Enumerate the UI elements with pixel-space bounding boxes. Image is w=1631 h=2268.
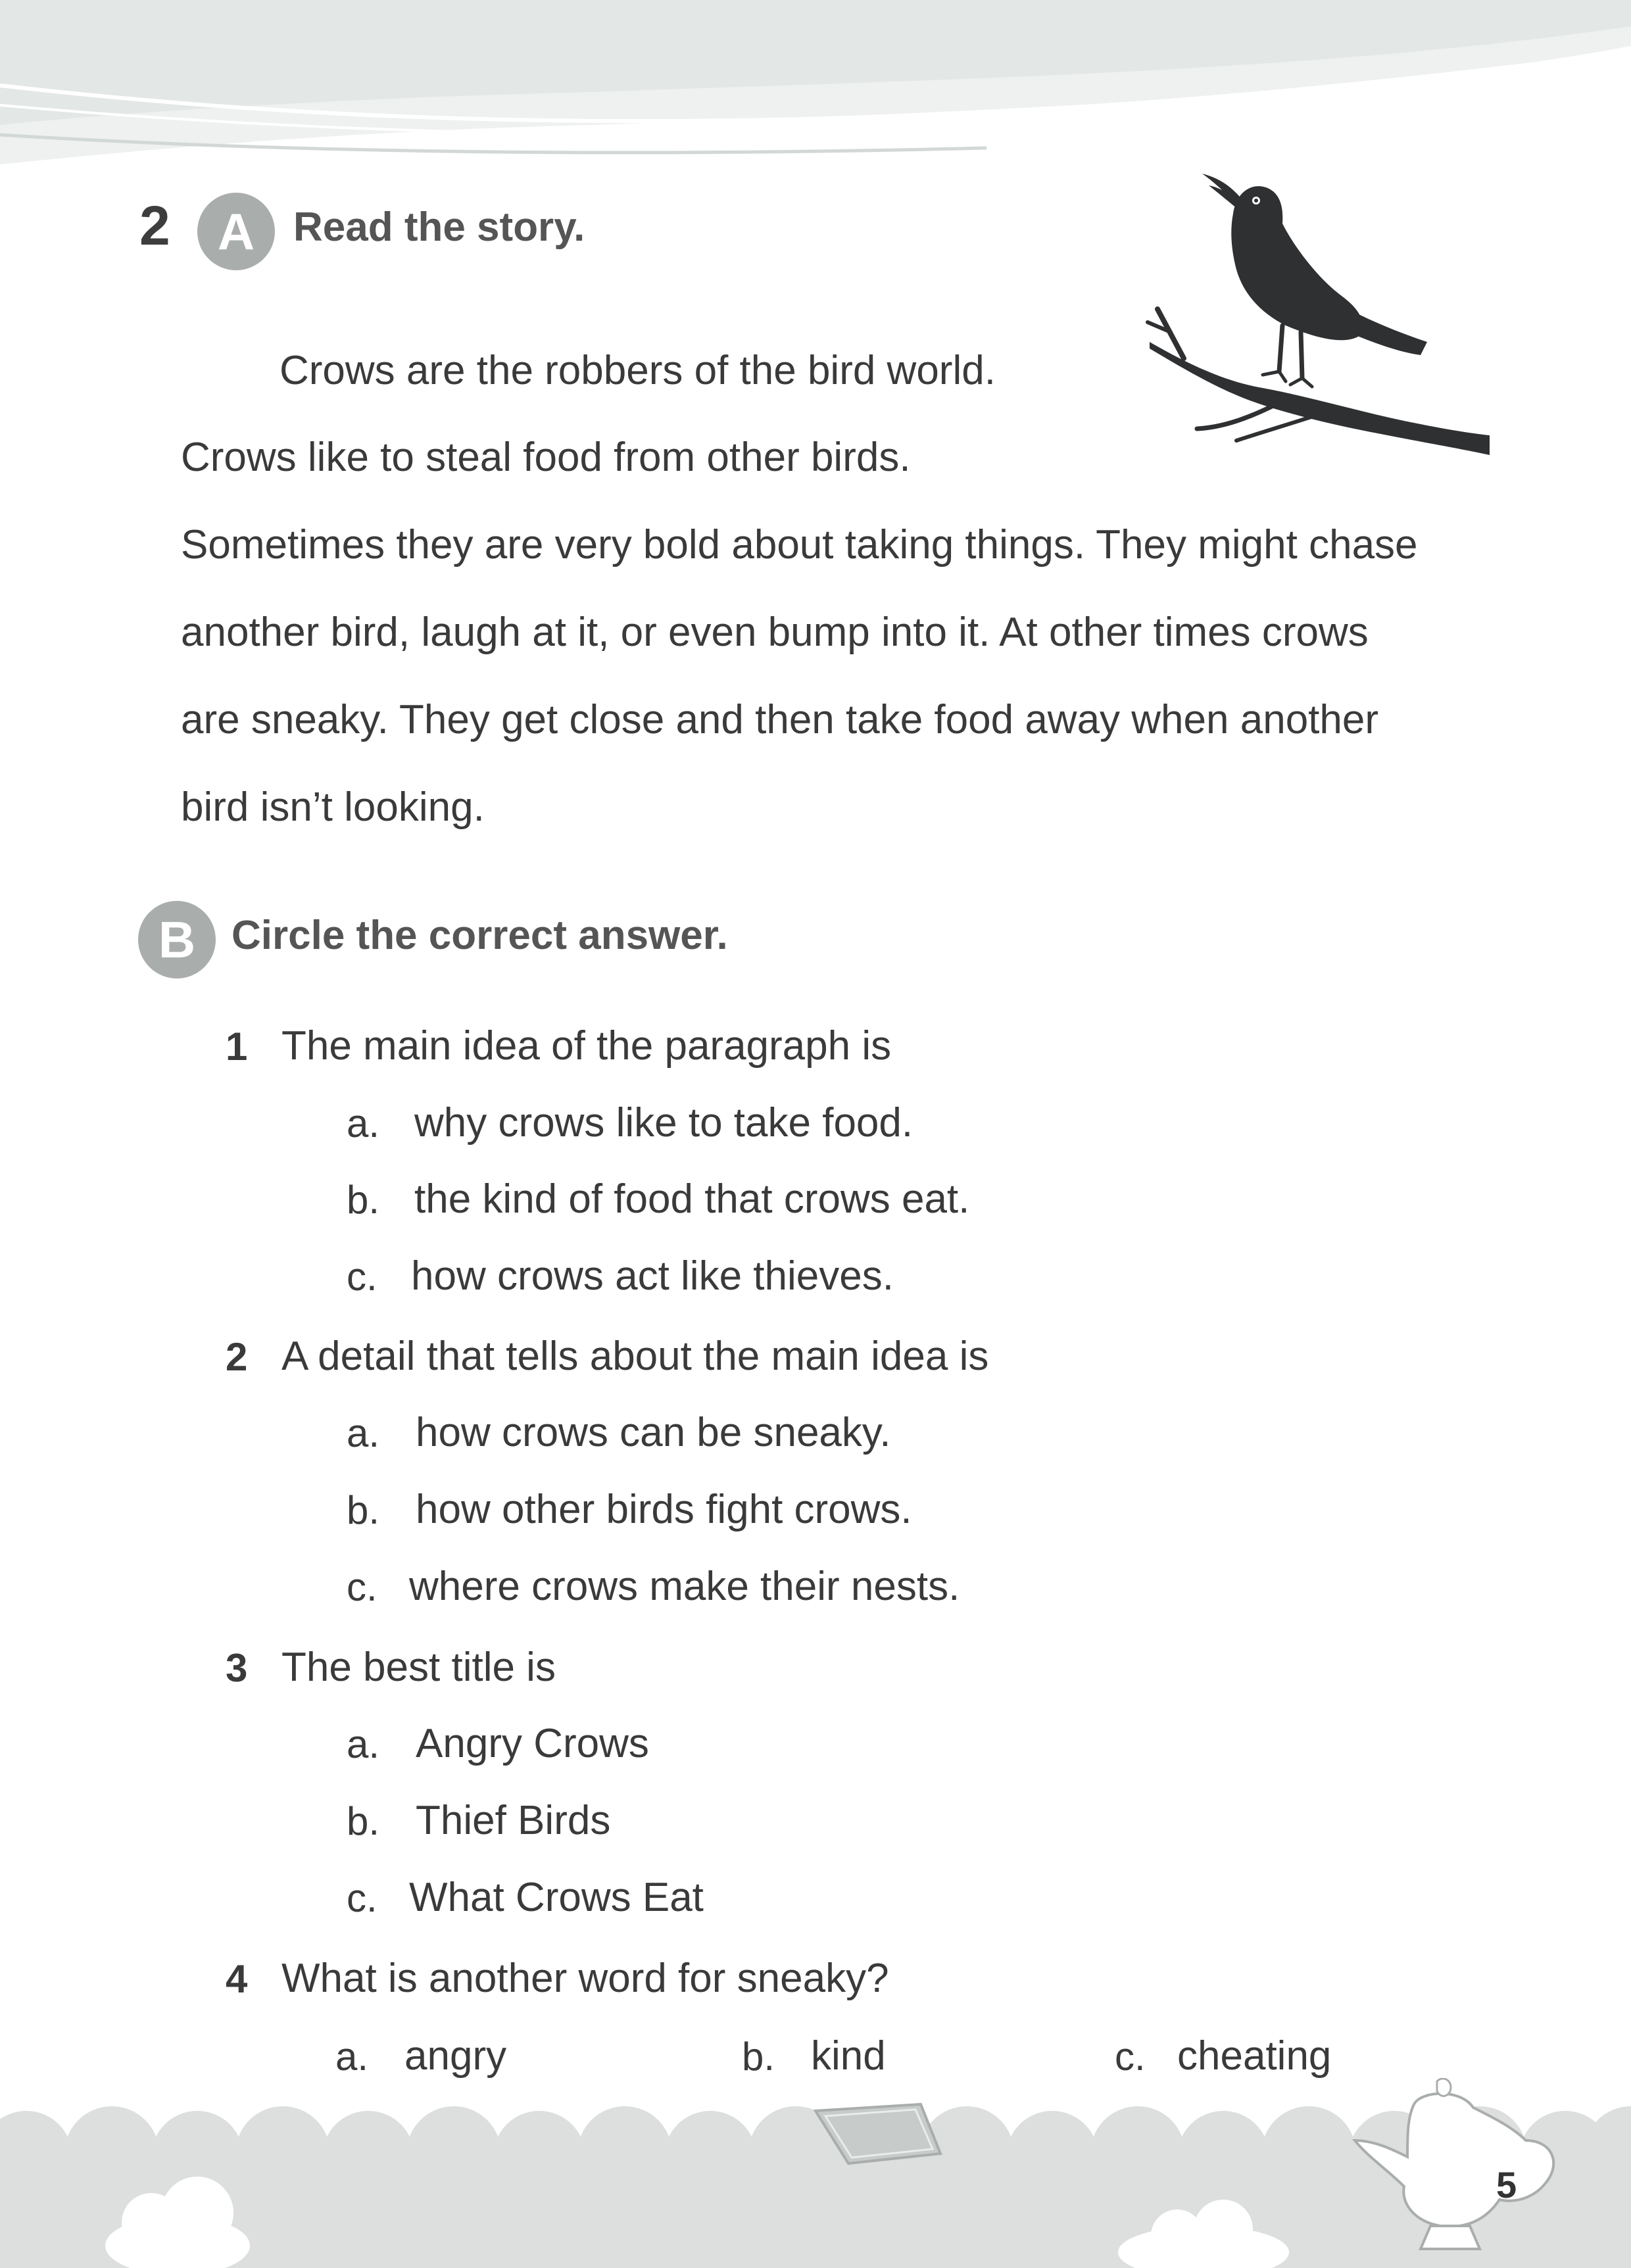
question-number: 2 [226, 1335, 248, 1379]
option-letter[interactable]: a. [347, 1101, 380, 1146]
question-text: What is another word for sneaky? [281, 1956, 889, 2001]
option-letter[interactable]: b. [742, 2035, 775, 2079]
option-letter[interactable]: b. [347, 1488, 380, 1532]
option-letter[interactable]: c. [1115, 2035, 1146, 2079]
crow-illustration [1144, 164, 1493, 473]
option-text[interactable]: Angry Crows [416, 1721, 649, 1766]
option-text[interactable]: how other birds fight crows. [416, 1487, 912, 1532]
option-text[interactable]: why crows like to take food. [414, 1100, 913, 1146]
option-text[interactable]: how crows act like thieves. [411, 1253, 894, 1299]
option-letter[interactable]: a. [347, 1722, 380, 1766]
option-text[interactable]: cheating [1177, 2033, 1332, 2079]
story-line: Sometimes they are very bold about taking things. They might chase [181, 522, 1418, 567]
option-letter[interactable]: a. [335, 2035, 369, 2079]
option-text[interactable]: angry [404, 2033, 507, 2079]
section-number: 2 [139, 195, 170, 256]
story-line: are sneaky. They get close and then take food away when another [181, 697, 1379, 742]
option-letter[interactable]: c. [347, 1565, 377, 1609]
option-text[interactable]: where crows make their nests. [409, 1564, 960, 1609]
question-number: 3 [226, 1646, 248, 1690]
story-line: another bird, laugh at it, or even bump into it. At other times crows [181, 610, 1369, 655]
option-text[interactable]: how crows can be sneaky. [416, 1410, 891, 1455]
option-text[interactable]: Thief Birds [416, 1798, 611, 1843]
top-wave-decoration [0, 0, 1631, 171]
question-text: A detail that tells about the main idea is [281, 1334, 989, 1379]
option-text[interactable]: the kind of food that crows eat. [414, 1176, 970, 1222]
story-line: Crows are the robbers of the bird world. [280, 348, 996, 393]
part-b-instruction: Circle the correct answer. [231, 913, 728, 958]
question-number: 1 [226, 1025, 248, 1069]
part-a-instruction: Read the story. [293, 205, 585, 250]
option-letter[interactable]: c. [347, 1255, 377, 1299]
option-letter[interactable]: c. [347, 1876, 377, 1920]
part-a-badge: A [197, 193, 275, 270]
option-text[interactable]: What Crows Eat [409, 1875, 704, 1920]
question-text: The best title is [281, 1645, 556, 1690]
question-number: 4 [226, 1957, 248, 2001]
option-letter[interactable]: b. [347, 1178, 380, 1222]
option-letter[interactable]: a. [347, 1411, 380, 1455]
page-number: 5 [1496, 2164, 1517, 2206]
story-line: bird isn’t looking. [181, 784, 485, 830]
option-text[interactable]: kind [811, 2033, 886, 2079]
bottom-cloud-decoration [0, 2078, 1631, 2268]
story-line: Crows like to steal food from other birds. [181, 435, 911, 480]
question-text: The main idea of the paragraph is [281, 1023, 892, 1069]
option-letter[interactable]: b. [347, 1799, 380, 1843]
part-b-badge: B [138, 901, 216, 978]
